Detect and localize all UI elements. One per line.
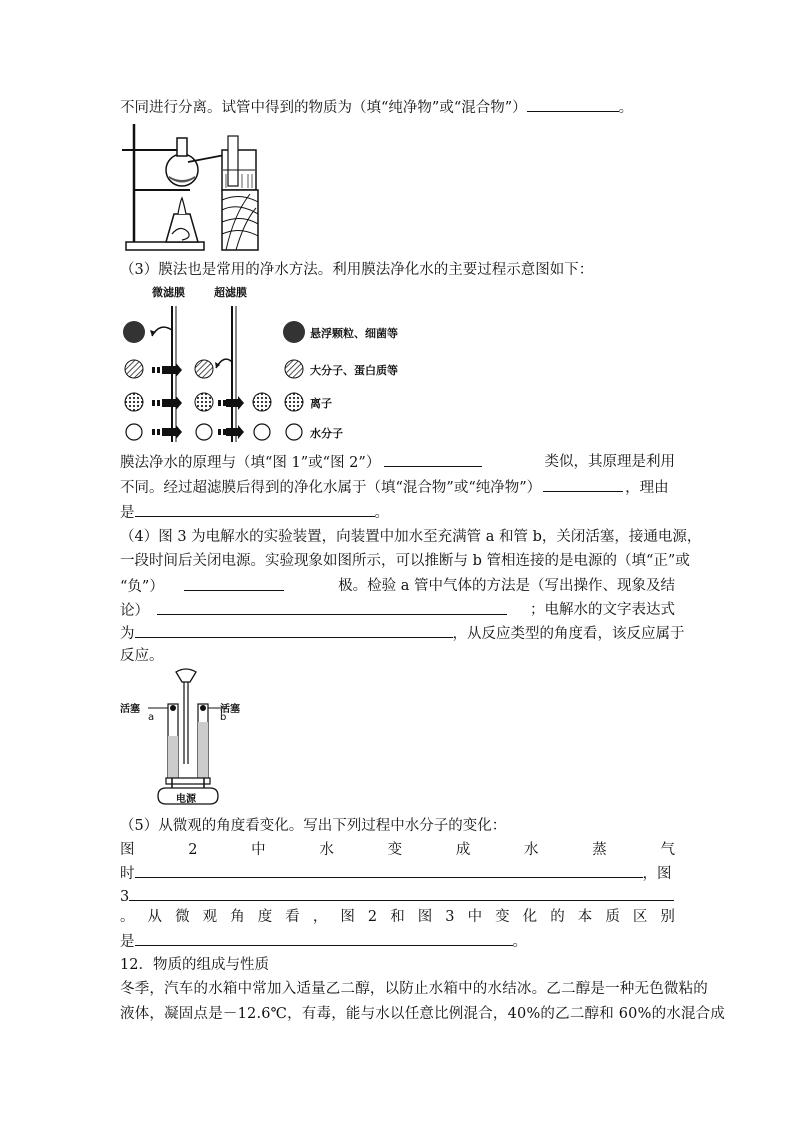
- q5-line5: 是 。: [120, 930, 675, 953]
- q4-blank-pole[interactable]: [184, 575, 284, 591]
- spaced-char: 别: [660, 909, 675, 925]
- power-supply-label: 电源: [176, 794, 196, 805]
- spaced-char: 角: [230, 909, 245, 925]
- q3-line1: 膜法净水的原理与（填“图 1”或“图 2”） 类似，其原理是利用: [120, 451, 675, 474]
- q2-text: 不同进行分离。试管中得到的物质为（填“纯净物”或“混合物”）: [120, 100, 527, 116]
- spaced-char: 图: [340, 909, 355, 925]
- q5-blank-difference[interactable]: [135, 930, 513, 946]
- spaced-char: 区: [632, 909, 648, 925]
- ultra-membrane-label: 超滤膜: [214, 286, 247, 299]
- legend-water-molecule: 水分子: [310, 427, 343, 440]
- spaced-char: 微: [175, 909, 190, 925]
- spaced-char: 3: [445, 909, 455, 925]
- stopcock-label-left: 活塞: [120, 704, 140, 715]
- membrane-diagram: [120, 284, 410, 444]
- legend-macromolecules: 大分子、蛋白质等: [310, 364, 398, 377]
- spaced-char: 看: [285, 909, 300, 925]
- legend-ions: 离子: [310, 397, 332, 410]
- stopcock-label-right: 活塞: [220, 704, 240, 715]
- q4-line3: “负”） 极。检验 a 管中气体的方法是（写出操作、现象及结: [120, 575, 675, 598]
- spaced-char: 本: [577, 909, 593, 925]
- q4-blank-equation[interactable]: [135, 622, 453, 638]
- tube-a-label: a: [148, 712, 155, 723]
- q3-line3: 是 。: [120, 501, 675, 524]
- spaced-char: ，: [312, 909, 328, 925]
- spaced-char: 变: [495, 909, 510, 925]
- electrolysis-drawing: [118, 664, 258, 808]
- electrolysis-figure: [118, 664, 258, 808]
- spaced-char: 水: [524, 842, 539, 858]
- spaced-char: 。: [120, 909, 135, 925]
- q4-line4: 论） ；电解水的文字表达式: [120, 599, 675, 622]
- spaced-char: 度: [257, 909, 273, 925]
- spaced-char: 质: [605, 909, 620, 925]
- q4-line1: （4）图 3 为电解水的实验装置，向装置中加水至充满管 a 和管 b，关闭活塞，接通电源，: [120, 529, 702, 545]
- tube-b-label: b: [220, 712, 227, 723]
- spaced-char: 观: [202, 909, 218, 925]
- spaced-char: 中: [467, 909, 483, 925]
- spaced-char: 2: [188, 842, 198, 858]
- q4-blank-gas-test[interactable]: [157, 599, 507, 615]
- spaced-char: 水: [319, 842, 334, 858]
- q3-blank-purity[interactable]: [543, 476, 623, 492]
- q2-blank[interactable]: [527, 96, 619, 112]
- q12-line2: 液体，凝固点是－12.6℃，有毒，能与水以任意比例混合，40%的乙二醇和 60%的水混合成: [120, 1006, 726, 1022]
- spaced-char: 气: [660, 842, 675, 858]
- q4-line2: 一段时间后关闭电源。实验现象如图所示，可以推断与 b 管相连接的是电源的（填“正”或: [120, 553, 690, 569]
- spaced-char: 变: [387, 842, 403, 858]
- spaced-char: 中: [251, 842, 266, 858]
- spaced-char: 图: [417, 909, 433, 925]
- spaced-char: 成: [455, 842, 471, 858]
- spaced-char: 的: [550, 909, 565, 925]
- spaced-char: 从: [147, 909, 163, 925]
- q3-blank-reason[interactable]: [135, 501, 375, 517]
- q5-blank-fig3[interactable]: [129, 885, 674, 901]
- q4-line6: 反应。: [120, 648, 164, 664]
- distillation-apparatus-figure: [122, 118, 262, 254]
- q5-line3: 3: [120, 885, 675, 908]
- spaced-char: 蒸: [592, 842, 607, 858]
- spaced-char: 2: [367, 909, 378, 925]
- q3-intro: （3）膜法也是常用的净水方法。利用膜法净化水的主要过程示意图如下：: [120, 262, 594, 278]
- spaced-char: 化: [522, 909, 538, 925]
- q3-blank-figure[interactable]: [384, 451, 482, 467]
- q5-blank-vapor[interactable]: [135, 862, 643, 878]
- q5-line2: 时 ，图: [120, 862, 675, 885]
- q3-line2: 不同。经过超滤膜后得到的净化水属于（填“混合物”或“纯净物”） ，理由: [120, 476, 675, 499]
- q5-line4: [120, 906, 675, 928]
- q5-intro: （5）从微观的角度看变化。写出下列过程中水分子的变化：: [120, 818, 507, 834]
- q2-answer-line: 不同进行分离。试管中得到的物质为（填“纯净物”或“混合物”） 。: [120, 96, 675, 119]
- q12-heading: 12．物质的组成与性质: [120, 957, 269, 973]
- spaced-char: 图: [120, 842, 135, 858]
- micro-membrane-label: 微滤膜: [152, 286, 185, 299]
- q12-line1: 冬季，汽车的水箱中常加入适量乙二醇，以防止水箱中的水结冰。乙二醇是一种无色微粘的: [120, 981, 708, 997]
- legend-suspended-particles: 悬浮颗粒、细菌等: [310, 327, 398, 340]
- q4-line5: 为 ，从反应类型的角度看，该反应属于: [120, 622, 675, 645]
- q5-line1: [120, 839, 675, 861]
- spaced-char: 和: [390, 909, 405, 925]
